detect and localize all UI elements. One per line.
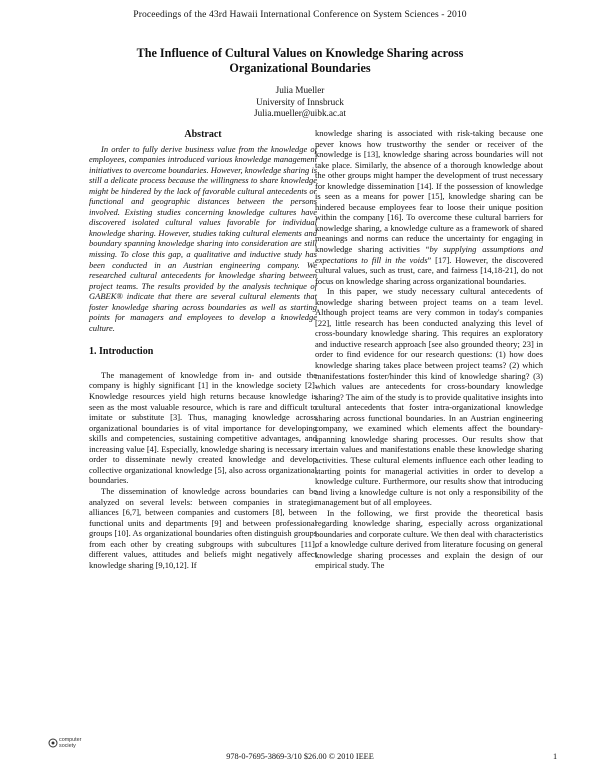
body-paragraph: In this paper, we study necessary cultural antecedents of knowledge sharing between project teams on a team level. Although project teams are very common in today's companies [22], little research has been conducted analyzing this level of cross-boundary knowledge sharing. This requires an exploratory and inductive research approach [see also grounded theory; 23] in order to find evidence for our research questions: (1) how does knowledge sharing takes place between project teams? (2) which manifestations foster/hinder this kind of knowledge sharing? (3) which values are antecedents for cross-boundary knowledge sharing? The aim of the study is to provide qualitative insights into cultural antecedents that foster intra-organizational knowledge sharing across functional boundaries. In an Austrian engineering company, we examined which elements affect the boundary-spanning knowledge sharing processes. Our results show that certain values and manifestations enable these knowledge sharing activities. These cultural elements influence each other leading to starting points for managerial activities in order to develop a knowledge culture. Furthermore, our results show that introducing and living a knowledge culture is not only a responsibility of the management but of all employees. [315, 286, 543, 508]
logo-text [59, 737, 81, 749]
abstract-heading: Abstract [184, 129, 222, 140]
paper-title [60, 46, 540, 76]
body-paragraph: In the following, we first provide the theoretical basis regarding knowledge sharing, especially across organizational boundaries and corporate culture. We then deal with characteristics of a knowledge culture derived from literature focusing on general knowledge sharing processes and explain the design of our empirical study. The [315, 507, 543, 571]
author-name: Julia Mueller [275, 85, 325, 95]
paragraph-text: knowledge sharing is associated with risk-taking because one never knows how trustworthy the sender or receiver of the knowledge is [13], knowledge sharing across boundaries will not take place. Similarly, the absence of a thorough knowledge about the other groups might hamper the development of trust necessary for knowledge dissemination [14]. If the possession of knowledge is seen as a means for power [15], knowledge sharing can be hindered because employees fear to loose their unique position within the company [16]. To overcome these cultural barriers for knowledge sharing, a knowledge culture as a framework of shared meanings and norms can reduce the uncertainty for engaging in knowledge sharing activities “ [315, 128, 543, 255]
author-email: Julia.mueller@uibk.ac.at [254, 108, 346, 118]
title-line-2: Organizational Boundaries [229, 61, 371, 75]
continued-paragraph [315, 128, 543, 286]
title-line-1: The Influence of Cultural Values on Knowledge Sharing across [136, 46, 464, 60]
abstract-text: In order to fully derive business value from the knowledge of employees, companies introduced various knowledge management initiatives to overcome boundaries. However, knowledge sharing is still a delicate process because the willingness to share knowledge might be hindered by the lack of favorable cultural antecedents or functional and geographic distances between the persons involved. Existing studies concerning knowledge cultures have discovered isolated cultural values favorable for individual knowledge sharing. However, studies taking cultural elements and boundary spanning knowledge sharing into consideration are still missing. To close this gap, a qualitative and inductive study has been conducted in an Austrian engineering company. We researched cultural antecedents for knowledge sharing between project teams. The results provided by the analysis technique of GABEK® indicate that there are several cultural elements that foster knowledge sharing across boundaries as well as starting points for managers and employees to develop a knowledge culture. [89, 143, 317, 333]
right-column [315, 128, 543, 571]
page-number: 1 [553, 752, 558, 761]
logo-line-2: society [59, 743, 76, 749]
left-column [89, 130, 317, 570]
italic-quote: by supplying assumptions and expectations to fill in the voids [315, 244, 543, 265]
intro-paragraph: The dissemination of knowledge across boundaries can be analyzed on several levels: between companies in strategic alliances [6,7], between companies and customers [8], between functional units and departments [9] and between professional groups [10]. As organizational boundaries often distinguish groups from each other by creating subgroups with subcultures [11], different values, attitudes and beliefs might negatively affect knowledge sharing [9,10,12]. If [89, 485, 317, 570]
footer-copyright: 978-0-7695-3869-3/10 $26.00 © 2010 IEEE [226, 752, 374, 761]
author-affiliation: University of Innsbruck [256, 96, 344, 107]
section-heading-introduction: 1. Introduction [89, 346, 154, 358]
author-block [150, 85, 450, 120]
intro-paragraph: The management of knowledge from in- and outside the company is highly significant [1] in the knowledge society [2]. Knowledge resources yield high returns because knowledge is seen as the most valuable resource, which is rare and difficult to imitate or substitute [3]. Thus, managing knowledge across organizational boundaries is of vital importance for developing skills and competencies, sustaining competitive advantages, and increasing value [4]. Especially, knowledge sharing is necessary in order to disseminate newly created knowledge and develop collective organizational knowledge [5], also across organizational boundaries. [89, 369, 317, 486]
running-header: Proceedings of the 43rd Hawaii International Conference on System Sciences - 2010 [133, 9, 467, 20]
paragraph-text: ” [17]. However, the discovered cultural values, such as trust, care, and fairness [14,18-21], do not focus on knowledge sharing across organizational boundaries. [315, 254, 543, 286]
computer-society-icon [48, 738, 58, 748]
logo-line-1: computer [59, 737, 82, 743]
